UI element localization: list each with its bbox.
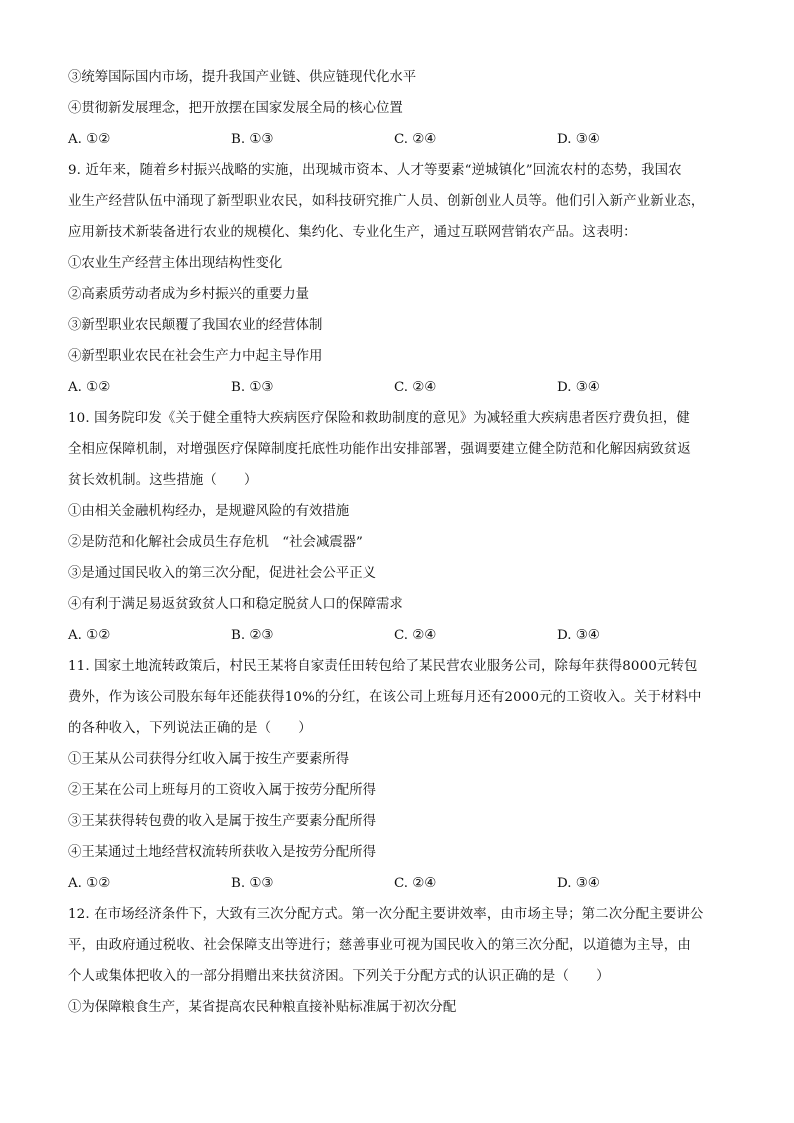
option-line: ④新型职业农民在社会生产力中起主导作用: [68, 349, 323, 364]
answer-choice-b[interactable]: B. ①③: [231, 132, 274, 147]
question-stem-line: 个人或集体把收入的一部分捐赠出来扶贫济困。下列关于分配方式的认识正确的是（ ）: [68, 969, 610, 984]
answer-choice-d[interactable]: D. ③④: [557, 876, 600, 891]
option-line: ①为保障粮食生产，某省提高农民种粮直接补贴标准属于初次分配: [68, 1000, 457, 1015]
answer-choice-a[interactable]: A. ①②: [68, 876, 111, 891]
answer-choices: [68, 868, 734, 899]
option-line: ①由相关金融机构经办，是规避风险的有效措施: [68, 504, 350, 519]
answer-choices: [68, 372, 734, 403]
answer-choice-c[interactable]: C. ②④: [394, 628, 437, 643]
option-line: ④贯彻新发展理念，把开放摆在国家发展全局的核心位置: [68, 101, 403, 116]
answer-choice-a[interactable]: A. ①②: [68, 132, 111, 147]
option-line: ③统筹国际国内市场，提升我国产业链、供应链现代化水平: [68, 70, 417, 85]
question-stem-line: 贫长效机制。这些措施（ ）: [68, 473, 258, 488]
answer-choice-d[interactable]: D. ③④: [557, 628, 600, 643]
answer-choice-b[interactable]: B. ①③: [231, 380, 274, 395]
option-line: ①王某从公司获得分红收入属于按生产要素所得: [68, 752, 350, 767]
question-8: [68, 62, 734, 155]
question-stem-line: 业生产经营队伍中涌现了新型职业农民，如科技研究推广人员、创新创业人员等。他们引入新产业新业态，: [68, 194, 705, 209]
answer-choice-b[interactable]: B. ①③: [231, 876, 274, 891]
question-stem-line: 的各种收入，下列说法正确的是（ ）: [68, 721, 312, 736]
question-9: [68, 155, 734, 403]
question-10: [68, 403, 734, 651]
answer-choice-c[interactable]: C. ②④: [394, 380, 437, 395]
answer-choices: [68, 620, 734, 651]
option-line: ②高素质劳动者成为乡村振兴的重要力量: [68, 287, 310, 302]
option-line: ②王某在公司上班每月的工资收入属于按劳分配所得: [68, 783, 376, 798]
question-stem-line: 平，由政府通过税收、社会保障支出等进行；慈善事业可视为国民收入的第三次分配，以道德为主导，由: [68, 938, 691, 953]
option-line: ①农业生产经营主体出现结构性变化: [68, 256, 283, 271]
option-line: ④王某通过土地经营权流转所获收入是按劳分配所得: [68, 845, 376, 860]
answer-choice-c[interactable]: C. ②④: [394, 132, 437, 147]
answer-choice-c[interactable]: C. ②④: [394, 876, 437, 891]
answer-choice-d[interactable]: D. ③④: [557, 380, 600, 395]
question-11: [68, 651, 734, 899]
question-stem-line: 12. 在市场经济条件下，大致有三次分配方式。第一次分配主要讲效率，由市场主导；第二次分配主要讲公: [68, 907, 704, 922]
answer-choice-d[interactable]: D. ③④: [557, 132, 600, 147]
question-stem-line: 费外，作为该公司股东每年还能获得10%的分红，在该公司上班每月还有2000元的工资收入。关于材料中: [68, 690, 702, 705]
option-line: ②是防范和化解社会成员生存危机 “社会减震器”: [68, 535, 363, 550]
answer-choice-a[interactable]: A. ①②: [68, 628, 111, 643]
answer-choices: [68, 124, 734, 155]
question-stem-line: 全相应保障机制，对增强医疗保障制度托底性功能作出安排部署，强调要建立健全防范和化解因病致贫返: [68, 442, 691, 457]
answer-choice-b[interactable]: B. ②③: [231, 628, 274, 643]
question-stem-line: 10. 国务院印发《关于健全重特大疾病医疗保险和救助制度的意见》为减轻重大疾病患者医疗费负担，健: [68, 411, 690, 426]
question-stem-line: 9. 近年来，随着乡村振兴战略的实施，出现城市资本、人才等要素“逆城镇化”回流农村的态势，我国农: [68, 163, 682, 178]
option-line: ④有利于满足易返贫致贫人口和稳定脱贫人口的保障需求: [68, 597, 403, 612]
option-line: ③是通过国民收入的第三次分配，促进社会公平正义: [68, 566, 376, 581]
option-line: ③新型职业农民颠覆了我国农业的经营体制: [68, 318, 323, 333]
question-stem-line: 11. 国家土地流转政策后，村民王某将自家责任田转包给了某民营农业服务公司，除每年获得8000元转包: [68, 659, 698, 674]
question-12: [68, 899, 734, 1023]
question-stem-line: 应用新技术新装备进行农业的规模化、集约化、专业化生产，通过互联网营销农产品。这表明：: [68, 225, 637, 240]
answer-choice-a[interactable]: A. ①②: [68, 380, 111, 395]
option-line: ③王某获得转包费的收入是属于按生产要素分配所得: [68, 814, 376, 829]
